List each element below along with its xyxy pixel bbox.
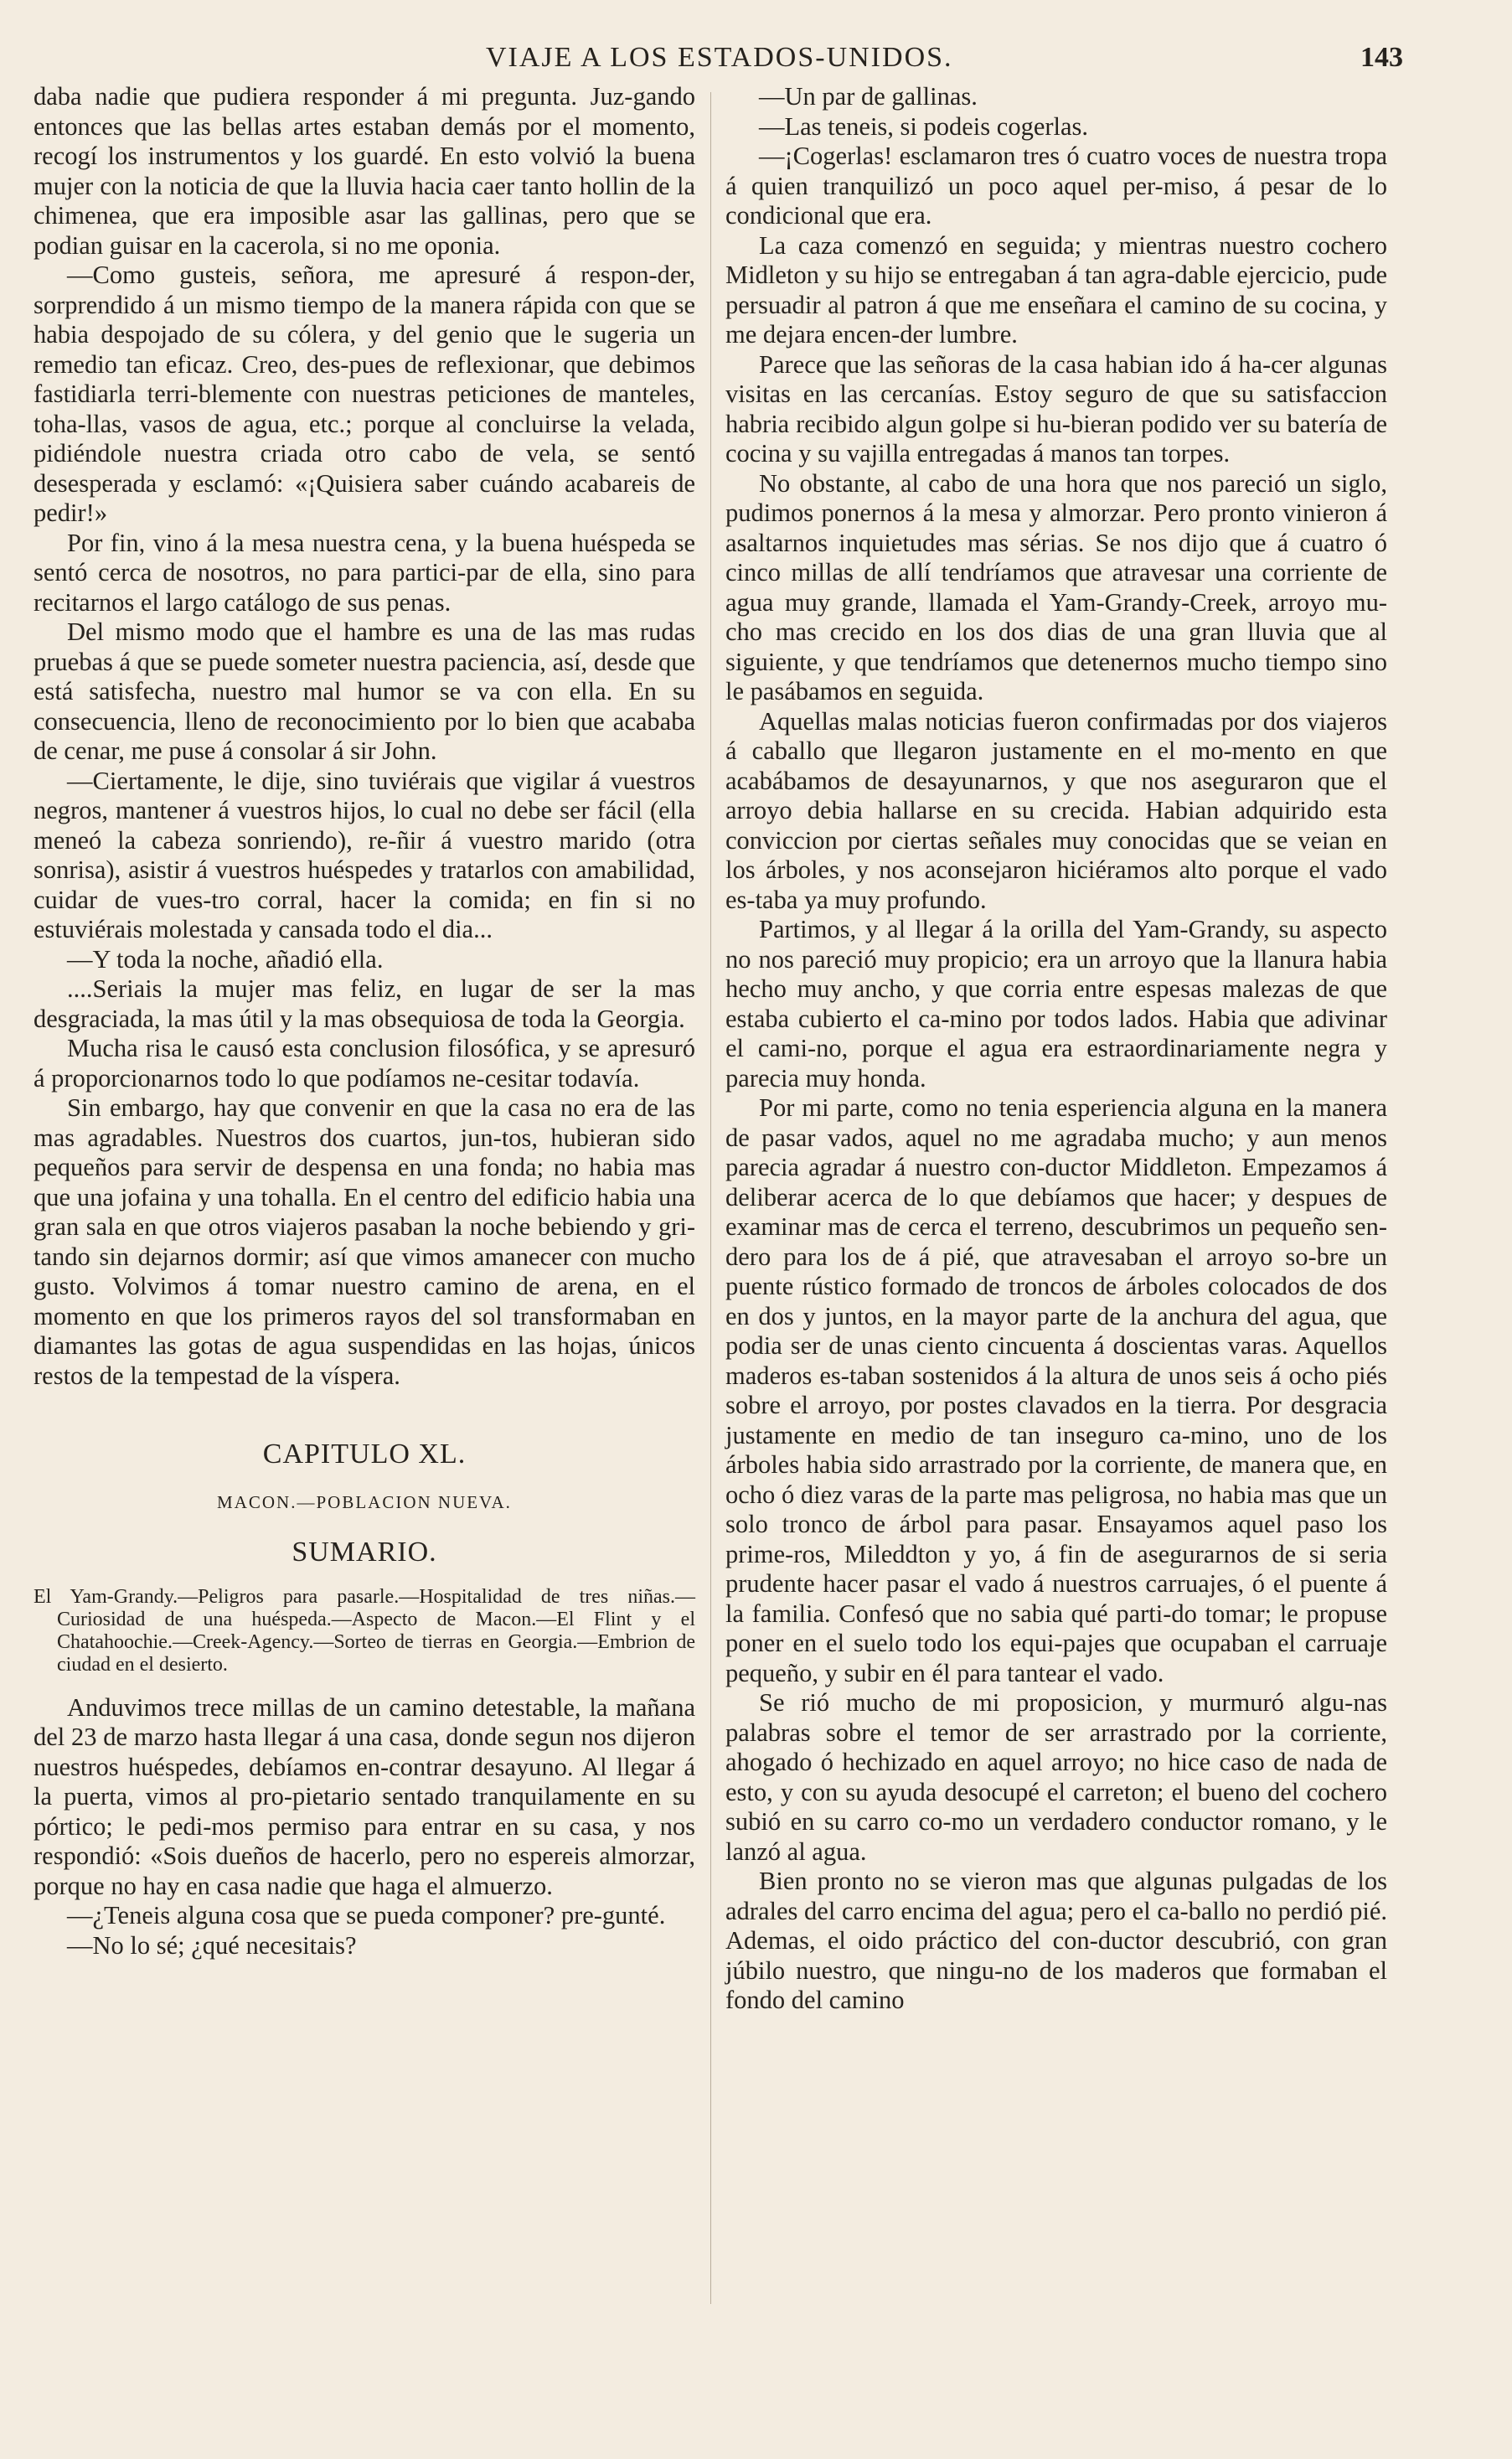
paragraph: Parece que las señoras de la casa habian ido á ha-cer algunas visitas en las cercanías. Estoy seguro de que su satisfaccion habria recibido algun golpe si hu-bieran podido ver su batería de cocina y su vajilla entregadas á manos tan torpes.	[725, 349, 1387, 468]
paragraph: Aquellas malas noticias fueron confirmadas por dos viajeros á caballo que llegaron justamente en el mo-mento en que acabábamos de desayunarnos, y que nos aseguraron que el arroyo debia hallarse en su crecida. Habian adquirido esta conviccion por ciertas señales muy conocidas que se veian en los árboles, y nos aconsejaron hiciéramos alto porque el vado es-taba ya muy profundo.	[725, 706, 1387, 914]
paragraph: daba nadie que pudiera responder á mi pregunta. Juz-gando entonces que las bellas artes estaban demás por el momento, recogí los instrumentos y los guardé. En esto volvió la buena mujer con la noticia de que la lluvia hacia caer tanto hollin de la chimenea, que era imposible asar las gallinas, pero que se podian guisar en la cacerola, si no me oponia.	[34, 82, 695, 260]
paragraph: Anduvimos trece millas de un camino detestable, la mañana del 23 de marzo hasta llegar á una casa, donde segun nos dijeron nuestros huéspedes, debíamos en-contrar desayuno. Al llegar á la puerta, vimos al pro-pietario sentado tranquilamente en su pórtico; le pedi-mos permiso para entrar en su casa, y nos respondió: «Sois dueños de hacerlo, pero no espereis almorzar, porque no hay en casa nadie que haga el almuerzo.	[34, 1692, 695, 1900]
left-column	[34, 82, 695, 1960]
chapter-subtitle: MACON.—POBLACION NUEVA.	[217, 1491, 512, 1512]
right-column	[725, 82, 1387, 2016]
paragraph: —Ciertamente, le dije, sino tuviérais que vigilar á vuestros negros, mantener á vuestros hijos, lo cual no debe ser fácil (ella meneó la cabeza sonriendo), re-ñir á vuestro marido (otra sonrisa), asistir á vuestros huéspedes y tratarlos con amabilidad, cuidar de vues-tro corral, hacer la comida; en fin si no estuviérais molestada y cansada todo el dia...	[34, 766, 695, 943]
chapter-title: CAPITULO XL.	[262, 1439, 467, 1470]
paragraph: —¡Cogerlas! esclamaron tres ó cuatro voces de nuestra tropa á quien tranquilizó un poco aquel per-miso, á pesar de lo condicional que era.	[725, 142, 1387, 230]
summary-text: El Yam-Grandy.—Peligros para pasarle.—Hospitalidad de tres niñas.—Curiosidad de una huéspeda.—Aspecto de Macon.—El Flint y el Chatahoochie.—Creek-Agency.—Sorteo de tierras en Georgia.—Embrion de ciudad en el desierto.	[34, 1585, 695, 1676]
paragraph: —¿Teneis alguna cosa que se pueda componer? pre-gunté.	[67, 1901, 666, 1929]
paragraph: La caza comenzó en seguida; y mientras nuestro cochero Midleton y su hijo se entregaban á tan agra-dable ejercicio, pude persuadir al patron á que me enseñara el camino de su cocina, y me dejara encen-der lumbre.	[725, 230, 1387, 349]
paragraph: —No lo sé; ¿qué necesitais?	[67, 1930, 357, 1960]
paragraph: No obstante, al cabo de una hora que nos pareció un siglo, pudimos ponernos á la mesa y almorzar. Pero pronto vinieron á asaltarnos inquietudes mas sérias. Se nos dijo que á cuatro ó cinco millas de allí tendríamos que atravesar una corriente de agua muy grande, llamada el Yam-Grandy-Creek, arroyo mu-cho mas crecido en los dos dias de una gran lluvia que al siguiente, y que tendríamos que detenernos mucho tiempo sino le pasábamos en seguida.	[725, 468, 1387, 705]
paragraph: —Como gusteis, señora, me apresuré á respon-der, sorprendido á un mismo tiempo de la manera rápida con que se habia despojado de su cólera, y del genio que le sugeria un remedio tan eficaz. Creo, des-pues de reflexionar, que debimos fastidiarla terri-blemente con nuestras peticiones de manteles, toha-llas, vasos de agua, etc.; porque al concluirse la velada, pidiéndole nuestra criada otro cabo de vela, se sentó desesperada y esclamó: «¡Quisiera saber cuándo acabareis de pedir!»	[34, 261, 695, 527]
paragraph: —Las teneis, si podeis cogerlas.	[759, 111, 1089, 141]
paragraph: Por mi parte, como no tenia esperiencia alguna en la manera de pasar vados, aquel no me agradaba mucho; y aun menos parecia agradar á nuestro con-ductor Middleton. Empezamos á deliberar acerca de lo que debíamos que hacer; y despues de examinar mas de cerca el terreno, descubrimos un pequeño sen-dero para los de á pié, que atravesaban el arroyo so-bre un puente rústico formado de troncos de árboles colocados de dos en dos y juntos, en la mayor parte de la anchura del agua, que podia ser de unas ciento cincuenta á doscientas varas. Aquellos maderos es-taban sostenidos á la altura de unos seis á ocho piés sobre el arroyo, por postes clavados en la tierra. Por desgracia justamente en medio de tan inseguro ca-mino, uno de los árboles habia sido arrastrado por la corriente, de manera que, en ocho ó diez varas de la parte mas peligrosa, no habia mas que un solo tronco de árbol para pasar. Ensayamos aquel paso los prime-ros, Mileddton y yo, á fin de asegurarnos de si seria prudente hacer pasar el vado á nuestros carruajes, ó el puente á la familia. Confesó que no sabia qué parti-do tomar; le propuse poner en el suelo todo los equi-pajes que ocupaban el carruaje pequeño, y subir en él para tantear el vado.	[725, 1093, 1387, 1687]
page-number: 143	[1360, 42, 1403, 73]
paragraph: Bien pronto no se vieron mas que algunas pulgadas de los adrales del carro encima del agua; pero el ca-ballo no perdió pié. Ademas, el oido práctico del con-ductor descubrió, con gran júbilo nuestro, que ningu-no de los maderos que formaban el fondo del camino	[725, 1867, 1387, 2014]
paragraph: Por fin, vino á la mesa nuestra cena, y la buena huéspeda se sentó cerca de nosotros, no para partici-par de ella, sino para recitarnos el largo catálogo de sus penas.	[34, 528, 695, 617]
summary-title: SUMARIO.	[292, 1537, 437, 1568]
column-divider	[710, 92, 711, 2304]
paragraph: —Un par de gallinas.	[759, 82, 978, 111]
page-header	[34, 37, 1403, 87]
paragraph: ....Seriais la mujer mas feliz, en lugar de ser la mas desgraciada, la mas útil y la mas obsequiosa de toda la Georgia.	[34, 974, 695, 1033]
paragraph: Del mismo modo que el hambre es una de las mas rudas pruebas á que se puede someter nuestra paciencia, así, desde que está satisfecha, nuestro mal humor se va con ella. En su consecuencia, lleno de reconocimiento por lo bien que acababa de cenar, me puse á consolar á sir John.	[34, 617, 695, 765]
paragraph: Sin embargo, hay que convenir en que la casa no era de las mas agradables. Nuestros dos cuartos, jun-tos, hubieran sido pequeños para servir de despensa en una fonda; no habia mas que una jofaina y una tohalla. En el centro del edificio habia una gran sala en que otros viajeros pasaban la noche bebiendo y gri-tando sin dejarnos dormir; así que vimos amanecer con mucho gusto. Volvimos á tomar nuestro camino de arena, en el momento en que los primeros rayos del sol transformaban en diamantes las gotas de agua suspendidas en las hojas, únicos restos de la tempestad de la víspera.	[34, 1093, 695, 1390]
paragraph: Mucha risa le causó esta conclusion filosófica, y se apresuró á proporcionarnos todo lo que podíamos ne-cesitar todavía.	[34, 1034, 695, 1093]
paragraph: Se rió mucho de mi proposicion, y murmuró algu-nas palabras sobre el temor de ser arrastrado por la corriente, ahogado ó hechizado en aquel arroyo; no hice caso de nada de esto, y con su ayuda desocupé el carreton; el bueno del cochero subió en su carro co-mo un verdadero conductor romano, y le lanzó al agua.	[725, 1688, 1387, 1866]
paragraph: Partimos, y al llegar á la orilla del Yam-Grandy, su aspecto no nos pareció muy propicio; era un arroyo que la llanura habia hecho muy ancho, y que corria entre espesas malezas de que estaba cubierto el ca-mino por todos lados. Habia que adivinar el cami-no, porque el agua era estraordinariamente negra y parecia muy honda.	[725, 915, 1387, 1093]
running-title: VIAJE A LOS ESTADOS-UNIDOS.	[486, 42, 953, 73]
paragraph: —Y toda la noche, añadió ella.	[67, 944, 384, 974]
